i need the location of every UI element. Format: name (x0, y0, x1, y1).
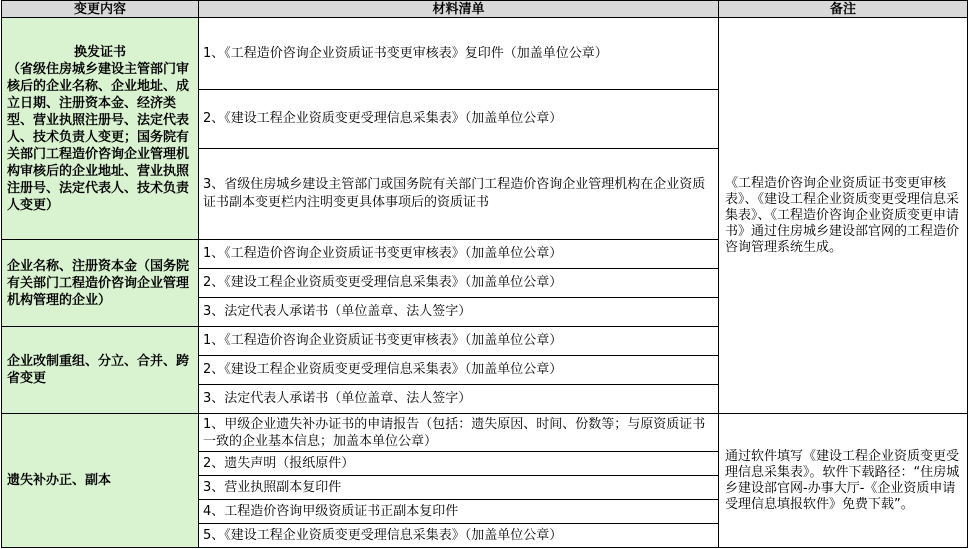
material-item: 2、《建设工程企业资质变更受理信息采集表》（加盖单位公章） (199, 90, 719, 149)
material-item: 1、《工程造价咨询企业资质证书变更审核表》复印件（加盖单位公章） (199, 18, 719, 90)
change-desc: （省级住房城乡建设主管部门审核后的企业名称、企业地址、成立日期、注册资本金、经济类型、营业执照注册号、法定代表人、技术负责人变更；国务院有关部门工程造价咨询企业管理机构审核后的企业地址、营业执照注册号、法定代表人、技术负责人变更） (7, 61, 190, 213)
material-item: 1、甲级企业遗失补办证书的申请报告（包括：遗失原因、时间、份数等；与原资质证书一致的企业基本信息；加盖本单位公章） (199, 414, 719, 452)
material-item: 1、《工程造价咨询企业资质证书变更审核表》（加盖单位公章） (199, 240, 719, 269)
note-cell: 《工程造价咨询企业资质证书变更审核表》、《建设工程企业资质变更受理信息采集表》、《工程造价咨询企业资质变更申请书》通过住房城乡建设部官网的工程造价咨询管理系统生成。 (719, 18, 968, 414)
change-title: 换发证书 (73, 44, 126, 60)
header-change: 变更内容 (2, 1, 199, 18)
material-item: 3、营业执照副本复印件 (199, 476, 719, 500)
change-cell-lost-cert: 遗失补办正、副本 (2, 414, 199, 548)
material-item: 3、法定代表人承诺书（单位盖章、法人签字） (199, 298, 719, 327)
material-item: 1、《工程造价咨询企业资质证书变更审核表》（加盖单位公章） (199, 327, 719, 356)
material-item: 5、《建设工程企业资质变更受理信息采集表》（加盖单位公章） (199, 524, 719, 548)
material-item: 2、遗失声明（报纸原件） (199, 452, 719, 476)
change-cell-name-capital: 企业名称、注册资本金（国务院有关部门工程造价咨询企业管理机构管理的企业） (2, 240, 199, 327)
material-item: 2、《建设工程企业资质变更受理信息采集表》（加盖单位公章） (199, 356, 719, 385)
change-cell-restructure: 企业改制重组、分立、合并、跨省变更 (2, 327, 199, 414)
header-row (2, 1, 968, 18)
material-item: 3、省级住房城乡建设主管部门或国务院有关部门工程造价咨询企业管理机构在企业资质证书副本变更栏内注明变更具体事项后的资质证书 (199, 149, 719, 240)
header-note: 备注 (719, 1, 968, 18)
table-row (2, 18, 968, 90)
materials-table (1, 0, 968, 548)
material-item: 3、法定代表人承诺书（单位盖章、法人签字） (199, 385, 719, 414)
header-materials: 材料清单 (199, 1, 719, 18)
note-cell: 通过软件填写《建设工程企业资质变更受理信息采集表》。软件下载路径：“住房城乡建设部官网-办事大厅-《企业资质申请受理信息填报软件》免费下载”。 (719, 414, 968, 548)
material-item: 4、工程造价咨询甲级资质证书正副本复印件 (199, 500, 719, 524)
change-cell-reissue (2, 18, 199, 240)
material-item: 2、《建设工程企业资质变更受理信息采集表》（加盖单位公章） (199, 269, 719, 298)
table-row (2, 414, 968, 452)
